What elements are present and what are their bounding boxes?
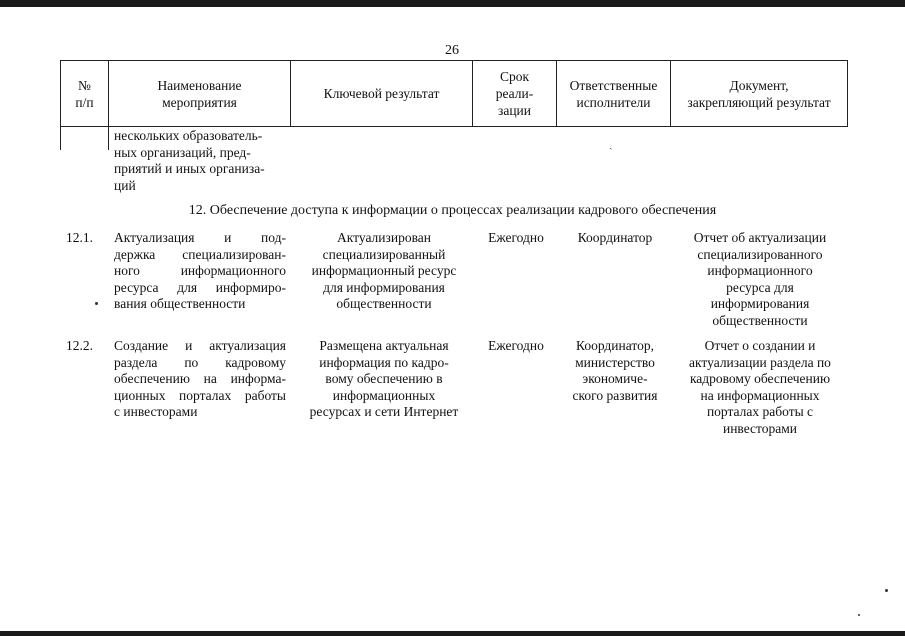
row-executors-line: экономиче- <box>582 371 648 386</box>
row-name-line: ресурса для информиро- <box>114 279 286 295</box>
row-result-line: специализированный <box>322 246 446 262</box>
row-result <box>296 230 472 313</box>
row-document-line: кадровому обеспечению <box>689 371 831 386</box>
row-name-line: с инвесторами <box>114 404 198 419</box>
row-executors-line: министерство <box>575 354 655 370</box>
header-term-line: Срок <box>499 69 530 84</box>
continuation-line: ций <box>114 177 136 193</box>
row-name-line: вания общественности <box>114 296 246 311</box>
table-border-left <box>60 126 61 150</box>
row-document-line: инвесторами <box>722 420 798 436</box>
row-name-line: ционных порталах работы <box>114 387 286 403</box>
row-document <box>676 338 844 437</box>
header-num-line: п/п <box>75 94 94 110</box>
row-document-line: специализированного <box>697 246 823 262</box>
header-term <box>473 61 557 127</box>
row-result-line: Размещена актуальная <box>319 338 449 353</box>
page-number: 26 <box>445 43 459 58</box>
row-name-line: ного информационного <box>114 263 286 278</box>
row-document-line: актуализации раздела по <box>689 354 831 370</box>
row-number: 12.2. <box>66 338 93 353</box>
header-result-line: Ключевой результат <box>323 86 440 101</box>
scan-speck <box>885 589 888 592</box>
header-name-line: мероприятия <box>162 94 237 110</box>
scan-mark: ˏ <box>609 138 613 150</box>
row-name-line: раздела по кадровому <box>114 354 286 370</box>
table-border-num <box>108 126 109 150</box>
table-header <box>60 60 848 127</box>
header-name <box>109 61 291 127</box>
header-term-line: реали- <box>495 86 534 101</box>
header-result <box>291 61 473 127</box>
header-num-line: № <box>78 77 91 93</box>
header-document <box>671 61 848 127</box>
continuation-name <box>114 128 286 194</box>
continuation-line: ных организаций, пред- <box>114 144 251 160</box>
row-executors-line: ского развития <box>572 387 658 403</box>
header-executors-line: Ответственные <box>569 77 658 93</box>
continuation-line: приятий и иных организа- <box>114 161 265 176</box>
row-result-line: общественности <box>336 296 432 311</box>
row-result-line: вому обеспечению в <box>325 371 443 386</box>
bottom-border <box>0 631 905 636</box>
row-name-line: обеспечению на информа- <box>114 371 286 386</box>
row-document-line: Отчет об актуализации <box>693 230 827 245</box>
row-term: Ежегодно <box>488 230 544 245</box>
row-executors-line: Координатор, <box>576 338 654 353</box>
row-document-line: информирования <box>710 296 810 311</box>
header-name-line: Наименование <box>157 77 242 93</box>
header-executors <box>557 61 671 127</box>
row-result-line: ресурсах и сети Интернет <box>309 404 459 419</box>
row-document <box>676 230 844 329</box>
row-name-line: Создание и актуализация <box>114 338 286 353</box>
row-number: 12.1. <box>66 230 93 245</box>
row-result-line: информационных <box>332 387 436 403</box>
row-name-line: держка специализирован- <box>114 246 286 262</box>
row-document-line: на информационных <box>700 387 820 403</box>
row-document-line: информационного <box>707 263 813 278</box>
header-document-line: Документ, <box>729 77 789 93</box>
row-executors-line: Координатор <box>577 230 653 245</box>
row-name-line: Актуализация и под- <box>114 230 286 245</box>
scan-speck <box>95 302 98 305</box>
row-result-line: информационный ресурс <box>311 263 457 278</box>
row-name <box>114 338 286 421</box>
row-document-line: порталах работы с <box>706 404 814 419</box>
row-executors <box>560 338 670 404</box>
row-document-line: общественности <box>712 312 808 328</box>
top-border <box>0 0 905 7</box>
section-title: 12. Обеспечение доступа к информации о процессах реализации кадрового обеспечения <box>188 203 717 218</box>
row-result <box>296 338 472 421</box>
row-executors <box>560 230 670 247</box>
row-result-line: информация по кадро- <box>319 354 449 370</box>
scan-speck <box>858 614 860 616</box>
row-result-line: Актуализирован <box>337 230 431 245</box>
header-term-line: зации <box>498 103 531 118</box>
header-num <box>61 61 109 127</box>
row-name <box>114 230 286 313</box>
header-executors-line: исполнители <box>576 94 651 110</box>
header-document-line: закрепляющий результат <box>687 94 831 110</box>
row-result-line: для информирования <box>323 279 445 295</box>
row-document-line: ресурса для <box>726 279 794 295</box>
row-document-line: Отчет о создании и <box>704 338 816 353</box>
continuation-line: нескольких образователь- <box>114 128 263 143</box>
row-term: Ежегодно <box>488 338 544 353</box>
